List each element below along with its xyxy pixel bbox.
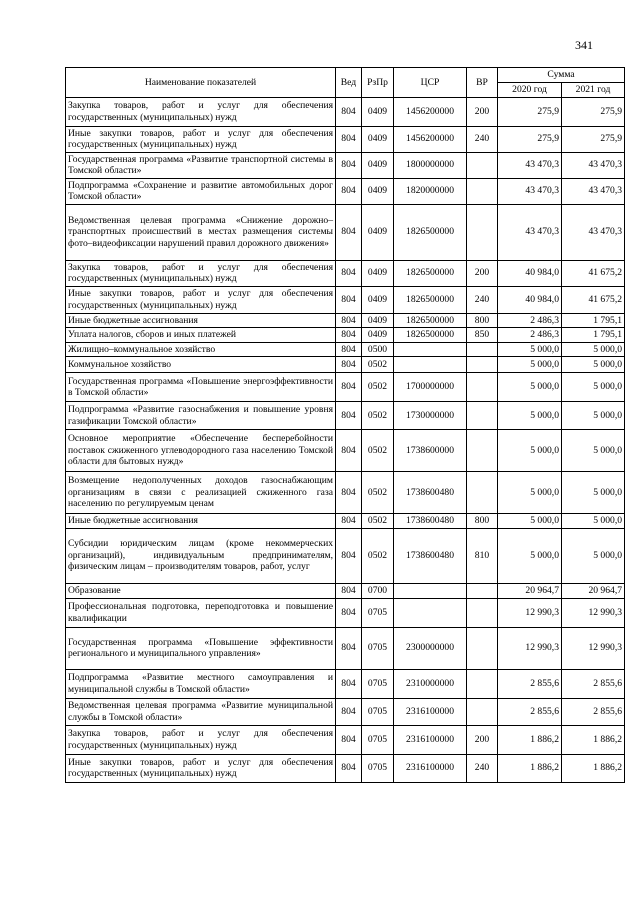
header-year-2021: 2021 год	[562, 83, 625, 98]
row-rzpr: 0409	[362, 204, 394, 260]
row-name: Иные закупки товаров, работ и услуг для обеспечения государственных (муниципальных) нужд	[66, 126, 336, 152]
row-vr	[467, 204, 498, 260]
row-rzpr: 0502	[362, 528, 394, 583]
row-vr: 240	[467, 286, 498, 313]
row-ved: 804	[336, 260, 362, 286]
table-row	[66, 598, 625, 627]
row-csr: 1738600000	[394, 430, 467, 472]
row-name: Закупка товаров, работ и услуг для обеспечения государственных (муниципальных) нужд	[66, 725, 336, 754]
row-sum-2020: 275,9	[498, 97, 562, 126]
row-ved: 804	[336, 357, 362, 373]
row-ved: 804	[336, 627, 362, 669]
row-sum-2020: 2 855,6	[498, 669, 562, 698]
row-sum-2021: 41 675,2	[562, 286, 625, 313]
row-ved: 804	[336, 126, 362, 152]
row-rzpr: 0502	[362, 430, 394, 472]
row-rzpr: 0500	[362, 342, 394, 357]
row-csr: 1738600480	[394, 472, 467, 514]
row-ved: 804	[336, 598, 362, 627]
row-sum-2021: 1 886,2	[562, 754, 625, 782]
table-row	[66, 126, 625, 152]
row-rzpr: 0409	[362, 313, 394, 328]
table-row	[66, 725, 625, 754]
row-sum-2020: 5 000,0	[498, 342, 562, 357]
table-row	[66, 528, 625, 583]
table-row	[66, 328, 625, 343]
row-vr: 810	[467, 528, 498, 583]
table-row	[66, 357, 625, 373]
row-vr: 240	[467, 126, 498, 152]
row-sum-2020: 5 000,0	[498, 514, 562, 529]
row-rzpr: 0502	[362, 373, 394, 402]
row-sum-2020: 1 886,2	[498, 725, 562, 754]
row-name: Подпрограмма «Сохранение и развитие автомобильных дорог Томской области»	[66, 178, 336, 204]
row-vr: 200	[467, 725, 498, 754]
table-row	[66, 152, 625, 178]
row-sum-2020: 5 000,0	[498, 402, 562, 430]
row-sum-2020: 5 000,0	[498, 528, 562, 583]
row-vr	[467, 598, 498, 627]
row-name: Закупка товаров, работ и услуг для обеспечения государственных (муниципальных) нужд	[66, 97, 336, 126]
row-csr	[394, 342, 467, 357]
row-rzpr: 0705	[362, 669, 394, 698]
row-name: Жилищно–коммунальное хозяйство	[66, 342, 336, 357]
row-name: Подпрограмма «Развитие газоснабжения и повышение уровня газификации Томской области»	[66, 402, 336, 430]
row-name: Государственная программа «Повышение энергоэффективности в Томской области»	[66, 373, 336, 402]
row-sum-2020: 5 000,0	[498, 357, 562, 373]
row-rzpr: 0705	[362, 698, 394, 725]
row-vr	[467, 178, 498, 204]
row-name: Уплата налогов, сборов и иных платежей	[66, 328, 336, 343]
row-rzpr: 0502	[362, 472, 394, 514]
row-rzpr: 0409	[362, 152, 394, 178]
row-rzpr: 0705	[362, 754, 394, 782]
row-sum-2020: 43 470,3	[498, 152, 562, 178]
row-sum-2020: 43 470,3	[498, 178, 562, 204]
row-csr: 1826500000	[394, 328, 467, 343]
row-vr	[467, 357, 498, 373]
row-csr: 1826500000	[394, 260, 467, 286]
row-ved: 804	[336, 313, 362, 328]
row-vr: 800	[467, 313, 498, 328]
row-ved: 804	[336, 472, 362, 514]
row-vr: 240	[467, 754, 498, 782]
row-vr: 850	[467, 328, 498, 343]
row-csr: 1826500000	[394, 204, 467, 260]
row-name: Образование	[66, 583, 336, 598]
header-vr: ВР	[467, 68, 498, 98]
header-rzpr: РзПр	[362, 68, 394, 98]
row-ved: 804	[336, 152, 362, 178]
row-vr	[467, 669, 498, 698]
row-csr: 2316100000	[394, 754, 467, 782]
row-sum-2020: 20 964,7	[498, 583, 562, 598]
header-name: Наименование показателей	[66, 68, 336, 98]
row-sum-2020: 12 990,3	[498, 627, 562, 669]
row-name: Иные закупки товаров, работ и услуг для обеспечения государственных (муниципальных) нужд	[66, 754, 336, 782]
table-row	[66, 669, 625, 698]
row-sum-2021: 5 000,0	[562, 472, 625, 514]
row-sum-2021: 5 000,0	[562, 402, 625, 430]
table-row	[66, 373, 625, 402]
row-csr: 1730000000	[394, 402, 467, 430]
header-year-2020: 2020 год	[498, 83, 562, 98]
row-name: Ведомственная целевая программа «Снижение дорожно–транспортных происшествий в местах размещения системы фото–видеофиксации нарушений правил дорожного движения»	[66, 204, 336, 260]
row-name: Ведомственная целевая программа «Развитие муниципальной службы в Томской области»	[66, 698, 336, 725]
row-sum-2020: 5 000,0	[498, 430, 562, 472]
row-ved: 804	[336, 373, 362, 402]
row-csr	[394, 583, 467, 598]
row-rzpr: 0409	[362, 126, 394, 152]
table-row	[66, 97, 625, 126]
row-name: Иные бюджетные ассигнования	[66, 313, 336, 328]
row-ved: 804	[336, 402, 362, 430]
row-sum-2021: 20 964,7	[562, 583, 625, 598]
row-csr: 2300000000	[394, 627, 467, 669]
row-sum-2021: 43 470,3	[562, 152, 625, 178]
row-sum-2021: 5 000,0	[562, 514, 625, 529]
table-row	[66, 627, 625, 669]
row-ved: 804	[336, 725, 362, 754]
row-sum-2021: 43 470,3	[562, 204, 625, 260]
row-name: Возмещение недополученных доходов газоснабжающим организациям в связи с реализацией сжиженного газа населению по регулируемым ценам	[66, 472, 336, 514]
row-rzpr: 0502	[362, 514, 394, 529]
row-rzpr: 0705	[362, 598, 394, 627]
row-vr: 200	[467, 97, 498, 126]
row-rzpr: 0409	[362, 286, 394, 313]
row-sum-2020: 1 886,2	[498, 754, 562, 782]
row-sum-2021: 1 795,1	[562, 328, 625, 343]
row-ved: 804	[336, 583, 362, 598]
row-ved: 804	[336, 528, 362, 583]
row-name: Государственная программа «Повышение эффективности регионального и муниципального управления»	[66, 627, 336, 669]
row-csr: 1700000000	[394, 373, 467, 402]
row-sum-2021: 275,9	[562, 97, 625, 126]
table-row	[66, 342, 625, 357]
row-csr	[394, 357, 467, 373]
table-row	[66, 402, 625, 430]
row-csr: 1738600480	[394, 514, 467, 529]
row-sum-2021: 2 855,6	[562, 698, 625, 725]
header-ved: Вед	[336, 68, 362, 98]
row-name: Государственная программа «Развитие транспортной системы в Томской области»	[66, 152, 336, 178]
row-csr: 2316100000	[394, 725, 467, 754]
row-sum-2021: 12 990,3	[562, 627, 625, 669]
row-sum-2020: 43 470,3	[498, 204, 562, 260]
row-csr: 1826500000	[394, 313, 467, 328]
row-ved: 804	[336, 178, 362, 204]
row-vr: 800	[467, 514, 498, 529]
row-sum-2021: 1 886,2	[562, 725, 625, 754]
row-sum-2021: 5 000,0	[562, 357, 625, 373]
table-row	[66, 754, 625, 782]
row-ved: 804	[336, 342, 362, 357]
row-sum-2020: 2 486,3	[498, 328, 562, 343]
row-sum-2021: 12 990,3	[562, 598, 625, 627]
row-vr	[467, 698, 498, 725]
row-name: Основное мероприятие «Обеспечение бесперебойности поставок сжиженного углеводородного газа населению Томской области для бытовых нужд»	[66, 430, 336, 472]
row-rzpr: 0705	[362, 627, 394, 669]
row-name: Иные бюджетные ассигнования	[66, 514, 336, 529]
row-rzpr: 0502	[362, 357, 394, 373]
row-sum-2021: 5 000,0	[562, 430, 625, 472]
row-vr	[467, 472, 498, 514]
row-vr	[467, 402, 498, 430]
row-csr: 2310000000	[394, 669, 467, 698]
row-rzpr: 0409	[362, 97, 394, 126]
row-sum-2020: 5 000,0	[498, 373, 562, 402]
row-csr: 2316100000	[394, 698, 467, 725]
row-ved: 804	[336, 286, 362, 313]
row-sum-2021: 5 000,0	[562, 528, 625, 583]
budget-table	[65, 67, 625, 783]
row-ved: 804	[336, 514, 362, 529]
row-sum-2021: 5 000,0	[562, 342, 625, 357]
header-csr: ЦСР	[394, 68, 467, 98]
row-sum-2021: 275,9	[562, 126, 625, 152]
row-ved: 804	[336, 698, 362, 725]
row-ved: 804	[336, 97, 362, 126]
table-row	[66, 260, 625, 286]
row-vr	[467, 152, 498, 178]
row-name: Профессиональная подготовка, переподготовка и повышение квалификации	[66, 598, 336, 627]
row-csr: 1820000000	[394, 178, 467, 204]
row-vr	[467, 627, 498, 669]
table-row	[66, 313, 625, 328]
table-row	[66, 204, 625, 260]
header-sum: Сумма	[498, 68, 625, 83]
row-vr	[467, 373, 498, 402]
row-csr: 1738600480	[394, 528, 467, 583]
table-row	[66, 430, 625, 472]
row-ved: 804	[336, 430, 362, 472]
row-sum-2020: 40 984,0	[498, 286, 562, 313]
row-sum-2021: 43 470,3	[562, 178, 625, 204]
row-vr	[467, 430, 498, 472]
table-row	[66, 698, 625, 725]
row-name: Иные закупки товаров, работ и услуг для обеспечения государственных (муниципальных) нужд	[66, 286, 336, 313]
row-sum-2020: 40 984,0	[498, 260, 562, 286]
row-vr	[467, 342, 498, 357]
row-sum-2021: 41 675,2	[562, 260, 625, 286]
row-name: Коммунальное хозяйство	[66, 357, 336, 373]
table-row	[66, 178, 625, 204]
row-sum-2021: 1 795,1	[562, 313, 625, 328]
row-ved: 804	[336, 204, 362, 260]
row-csr: 1456200000	[394, 126, 467, 152]
row-vr	[467, 583, 498, 598]
table-row	[66, 472, 625, 514]
row-rzpr: 0700	[362, 583, 394, 598]
row-rzpr: 0502	[362, 402, 394, 430]
row-csr	[394, 598, 467, 627]
row-sum-2021: 5 000,0	[562, 373, 625, 402]
row-rzpr: 0705	[362, 725, 394, 754]
page-number: 341	[575, 38, 593, 52]
row-csr: 1826500000	[394, 286, 467, 313]
row-name: Субсидии юридическим лицам (кроме некоммерческих организаций), индивидуальным предпринимателям, физическим лицам – производителям товаров, работ, услуг	[66, 528, 336, 583]
row-sum-2021: 2 855,6	[562, 669, 625, 698]
row-rzpr: 0409	[362, 328, 394, 343]
table-row	[66, 286, 625, 313]
row-csr: 1456200000	[394, 97, 467, 126]
row-ved: 804	[336, 669, 362, 698]
row-sum-2020: 2 486,3	[498, 313, 562, 328]
row-ved: 804	[336, 328, 362, 343]
row-sum-2020: 2 855,6	[498, 698, 562, 725]
table-row	[66, 583, 625, 598]
row-rzpr: 0409	[362, 260, 394, 286]
row-name: Подпрограмма «Развитие местного самоуправления и муниципальной службы в Томской области»	[66, 669, 336, 698]
row-ved: 804	[336, 754, 362, 782]
row-sum-2020: 275,9	[498, 126, 562, 152]
row-csr: 1800000000	[394, 152, 467, 178]
row-vr: 200	[467, 260, 498, 286]
table-row	[66, 514, 625, 529]
table-body	[66, 97, 625, 782]
row-rzpr: 0409	[362, 178, 394, 204]
row-name: Закупка товаров, работ и услуг для обеспечения государственных (муниципальных) нужд	[66, 260, 336, 286]
row-sum-2020: 12 990,3	[498, 598, 562, 627]
row-sum-2020: 5 000,0	[498, 472, 562, 514]
